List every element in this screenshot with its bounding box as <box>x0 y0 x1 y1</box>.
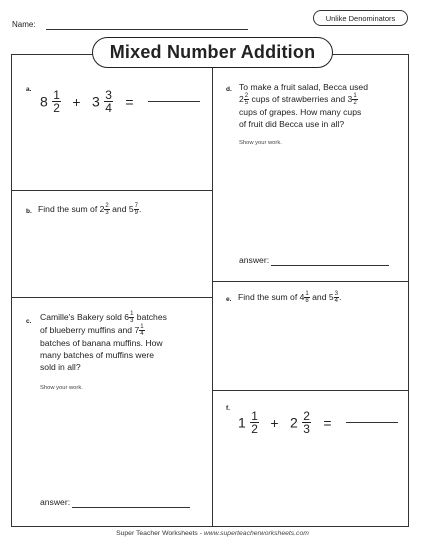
answer-blank[interactable] <box>148 101 200 102</box>
question-d-answer <box>239 254 389 266</box>
row-divider-right-2 <box>212 390 409 391</box>
denominator: 4 <box>105 101 112 115</box>
question-e-label: e. <box>226 296 232 303</box>
whole-number: 4 <box>299 292 305 302</box>
row-divider-left-1 <box>11 190 213 191</box>
whole-number: 5 <box>328 292 334 302</box>
row-divider-left-2 <box>11 297 213 298</box>
answer-label: answer: <box>239 255 270 265</box>
denominator: 4 <box>334 298 338 305</box>
numerator: 1 <box>140 324 144 331</box>
whole-number: 2 <box>290 414 298 431</box>
numerator: 3 <box>105 88 112 102</box>
question-c-answer <box>40 496 190 508</box>
question-c-label: c. <box>26 318 32 325</box>
prompt-text: of blueberry muffins and <box>40 325 133 336</box>
fraction <box>250 410 259 435</box>
page-title: Mixed Number Addition <box>92 37 333 68</box>
column-divider <box>212 54 213 527</box>
question-d-label: d. <box>226 86 232 93</box>
prompt-text: batches of banana muffins. How <box>40 338 163 349</box>
numerator: 1 <box>251 409 258 423</box>
and-text: and <box>112 204 127 214</box>
numerator: 2 <box>303 409 310 423</box>
plus-sign: + <box>72 93 81 110</box>
fraction <box>304 291 309 304</box>
denominator: 9 <box>134 210 138 217</box>
prompt-text: Find the sum of <box>38 204 98 214</box>
prompt-text: Camille's Bakery sold <box>40 312 122 322</box>
footer-brand: Super Teacher Worksheets <box>116 530 198 537</box>
question-e-text <box>238 291 341 304</box>
denominator: 8 <box>305 298 309 305</box>
prompt-text: batches <box>136 312 167 322</box>
prompt-text: of fruit did Becca use in all? <box>239 119 345 130</box>
denominator: 4 <box>140 331 144 338</box>
question-f-label: f. <box>226 405 230 412</box>
footer-separator: - <box>197 530 204 537</box>
show-work-c: Show your work. <box>40 385 83 391</box>
denominator: 3 <box>303 422 310 436</box>
equals-sign: = <box>125 93 134 110</box>
fraction <box>104 89 113 114</box>
denominator: 2 <box>53 101 60 115</box>
fraction <box>244 93 249 106</box>
equals-sign: = <box>323 414 332 431</box>
whole-number: 2 <box>99 204 105 214</box>
show-work-d: Show your work. <box>239 140 282 146</box>
denominator: 3 <box>130 318 134 325</box>
numerator: 1 <box>53 88 60 102</box>
question-f-expression <box>238 410 398 435</box>
period: . <box>139 204 142 214</box>
question-b-label: b. <box>26 208 32 215</box>
denominator: 3 <box>105 210 109 217</box>
fraction <box>352 93 357 106</box>
prompt-text: cups of strawberries and <box>251 94 346 104</box>
name-label: Name: <box>12 20 36 29</box>
question-c-text <box>40 311 212 373</box>
whole-number: 5 <box>128 204 134 214</box>
answer-blank[interactable] <box>346 422 398 423</box>
question-a-label: a. <box>26 86 32 93</box>
numerator: 2 <box>105 203 109 210</box>
fraction <box>52 89 61 114</box>
denominator: 2 <box>353 100 357 107</box>
whole-number: 3 <box>347 94 353 104</box>
numerator: 1 <box>353 93 357 100</box>
whole-number: 8 <box>40 93 48 110</box>
topic-tag: Unlike Denominators <box>313 10 408 26</box>
prompt-text: sold in all? <box>40 362 81 373</box>
answer-blank[interactable] <box>72 507 190 508</box>
period: . <box>339 292 342 302</box>
whole-number: 1 <box>238 414 246 431</box>
whole-number: 3 <box>92 93 100 110</box>
row-divider-right-1 <box>212 281 409 282</box>
plus-sign: + <box>270 414 279 431</box>
prompt-text: Find the sum of <box>238 292 298 302</box>
denominator: 5 <box>244 100 249 107</box>
fraction <box>104 203 109 216</box>
question-a-expression <box>40 89 200 114</box>
prompt-text: To make a fruit salad, Becca used <box>239 82 368 92</box>
fraction <box>139 324 144 337</box>
numerator: 1 <box>130 311 134 318</box>
name-line[interactable] <box>46 29 248 30</box>
numerator: 2 <box>244 93 249 100</box>
fraction <box>129 311 134 324</box>
fraction <box>302 410 311 435</box>
question-d-text <box>239 81 407 130</box>
denominator: 2 <box>251 422 258 436</box>
whole-number: 7 <box>134 325 140 336</box>
numerator: 1 <box>305 291 309 298</box>
answer-blank[interactable] <box>271 265 389 266</box>
question-b-text <box>38 203 141 216</box>
prompt-text: cups of grapes. How many cups <box>239 107 362 118</box>
prompt-text: many batches of muffins were <box>40 350 155 361</box>
numerator: 3 <box>334 291 338 298</box>
answer-label: answer: <box>40 497 71 507</box>
whole-number: 6 <box>124 312 130 322</box>
footer-url[interactable]: www.superteacherworksheets.com <box>203 530 309 537</box>
whole-number: 2 <box>239 94 244 104</box>
footer <box>0 530 425 537</box>
and-text: and <box>312 292 327 302</box>
numerator: 7 <box>134 203 138 210</box>
